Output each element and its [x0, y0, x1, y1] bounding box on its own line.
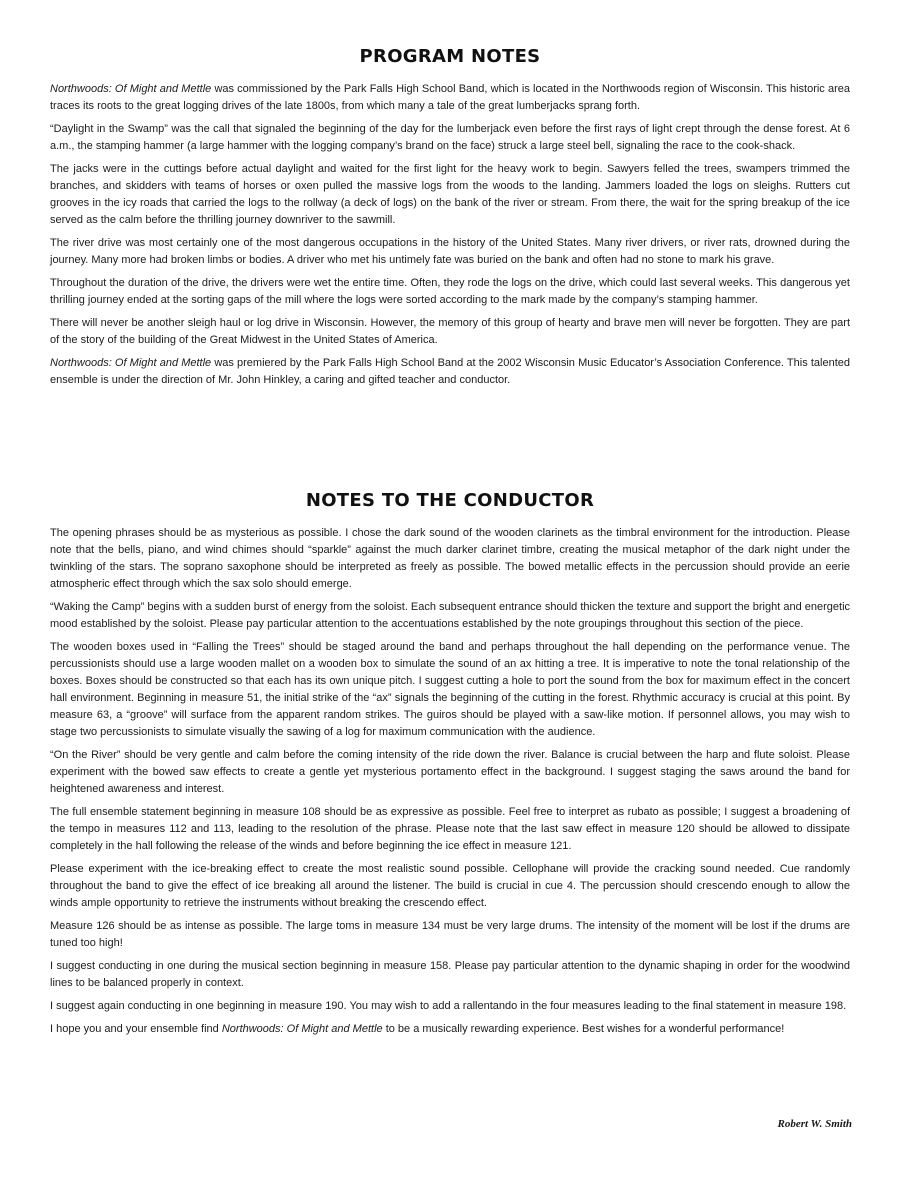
program-notes-section: [50, 46, 850, 395]
conductor-paragraph-6: Please experiment with the ice-breaking effect to create the most realistic sound possible. Cellophane will provide the cracking sound needed. Cue randomly throughout the band to give the effect of ice breaking all around the listener. The build is crucial in cue 4. The percussion should crescendo enough to allow the winds ample opportunity to retrieve the instruments without breaking the crescendo effect.: [50, 863, 850, 909]
program-paragraph-3: The jacks were in the cuttings before actual daylight and waited for the first light for the heavy work to begin. Sawyers felled the trees, swampers trimmed the branches, and skidders with teams of horses or oxen pulled the massive logs from the woods to the landing. Jammers loaded the logs on sleighs. Rutters cut grooves in the icy roads that carried the logs to the rollway (a deck of logs) on the bank of the river or stream. From there, the wait for the spring breakup of the ice served as the calm before the thrilling journey downriver to the sawmill.: [50, 163, 850, 226]
paragraph-text: was commissioned by the Park Falls High School Band, which is located in the Northwoods region of Wisconsin. This historic area traces its roots to the great logging drives of the late 1800s, from which many a tale of the great lumberjacks sprang forth.: [50, 83, 850, 112]
conductor-notes-heading: NOTES TO THE CONDUCTOR: [305, 490, 595, 511]
program-paragraph-6: There will never be another sleigh haul or log drive in Wisconsin. However, the memory of this group of hearty and brave men will never be forgotten. They are part of the story of the building of the Great Midwest in the United States of America.: [50, 317, 850, 346]
conductor-notes-section: [50, 490, 850, 1044]
paragraph-text: was premiered by the Park Falls High School Band at the 2002 Wisconsin Music Educator’s Association Conference. This talented ensemble is under the direction of Mr. John Hinkley, a caring and gifted teacher and conductor.: [50, 357, 851, 386]
work-title: Northwoods: Of Might and Mettle: [50, 83, 212, 95]
conductor-paragraph-4: “On the River” should be very gentle and calm before the coming intensity of the ride down the river. Balance is crucial between the harp and flute soloist. Please experiment with the bowed saw effects to create a gentle yet mysterious portamento effect in the background. I suggest staging the saws around the band for heightened awareness and interest.: [50, 749, 850, 795]
program-paragraph-1: [50, 81, 850, 115]
conductor-paragraph-9: I suggest again conducting in one beginning in measure 190. You may wish to add a rallentando in the four measures leading to the final statement in measure 198.: [50, 1000, 847, 1012]
conductor-paragraph-8: I suggest conducting in one during the musical section beginning in measure 158. Please pay particular attention to the dynamic shaping in order for the woodwind lines to be balanced properly in context.: [50, 960, 850, 989]
conductor-paragraph-3: The wooden boxes used in “Falling the Trees” should be staged around the band and perhaps throughout the hall depending on the performance venue. The percussionists should use a large wooden mallet on a wooden box to simulate the sound of an ax hitting a tree. It is imperative to note the tonal relationship of the boxes. Boxes should be constructed so that each has its own unique pitch. I suggest cutting a hole to port the sound from the box for maximum effect in the concert hall environment. Beginning in measure 51, the initial strike of the “ax” signals the beginning of the cutting in the forest. Rhythmic accuracy is crucial at this point. By measure 63, a “groove” will surface from the apparent random strikes. The guiros should be played with a saw-like motion. If personnel allows, you may wish to stage two percussionists to simulate visually the sawing of a log for maximum communication with the audience.: [50, 641, 850, 738]
program-paragraph-4: The river drive was most certainly one of the most dangerous occupations in the history of the United States. Many river drivers, or river rats, drowned during the journey. Many more had broken limbs or bodies. A driver who met his untimely fate was buried on the bank and often had no stone to mark his grave.: [50, 237, 850, 266]
program-notes-heading: PROGRAM NOTES: [359, 46, 541, 67]
conductor-paragraph-2: “Waking the Camp” begins with a sudden burst of energy from the soloist. Each subsequent entrance should thicken the texture and support the bright and energetic mood established by the soloist. Please pay particular attention to the accentuations established by the note groupings throughout this section of the piece.: [50, 601, 851, 630]
paragraph-text: to be a musically rewarding experience. Best wishes for a wonderful performance!: [382, 1023, 785, 1035]
program-paragraph-2: “Daylight in the Swamp” was the call that signaled the beginning of the day for the lumberjack even before the first rays of light crept through the dense forest. At 6 a.m., the stamping hammer (a large hammer with the logging company’s brand on the face) struck a large steel bell, signaling the race to the cook-shack.: [50, 123, 850, 152]
paragraph-text: I hope you and your ensemble find: [50, 1023, 222, 1035]
work-title: Northwoods: Of Might and Mettle: [50, 357, 212, 369]
conductor-paragraph-1: The opening phrases should be as mysterious as possible. I chose the dark sound of the wooden clarinets as the timbral environment for the introduction. Please note that the bells, piano, and wind chimes should “sparkle” against the much darker clarinet timbre, creating the musical metaphor of the dark night under the twinkling of the stars. The soprano saxophone should be interpreted as freely as possible. The bowed metallic effects in the percussion should provide an eerie atmospheric effect through which the sax solo should emerge.: [50, 527, 850, 590]
composer-signature: Robert W. Smith: [777, 1118, 852, 1130]
conductor-paragraph-7: Measure 126 should be as intense as possible. The large toms in measure 134 must be very large drums. The intensity of the moment will be lost if the drums are tuned too high!: [50, 920, 850, 949]
conductor-paragraph-5: The full ensemble statement beginning in measure 108 should be as expressive as possible. Feel free to interpret as rubato as possible; I suggest a broadening of the tempo in measures 112 and 113, leading to the resolution of the phrase. Please note that the last saw effect in measure 120 should be allowed to dissipate completely in the hall following the release of the winds and before beginning the ice effect in measure 121.: [50, 806, 850, 852]
program-paragraph-7: [50, 355, 850, 389]
program-paragraph-5: Throughout the duration of the drive, the drivers were wet the entire time. Often, they rode the logs on the drive, which could last several weeks. This dangerous yet thrilling journey ended at the sorting gaps of the mill where the logs were sorted according to the mark made by the company’s stamping hammer.: [50, 277, 850, 306]
work-title: Northwoods: Of Might and Mettle: [221, 1023, 383, 1035]
conductor-paragraph-10: [50, 1021, 850, 1038]
